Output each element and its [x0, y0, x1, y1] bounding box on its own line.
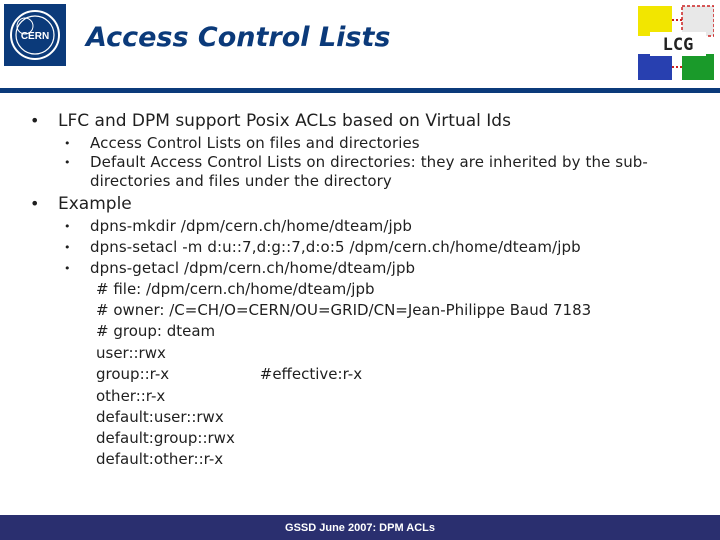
bullet-text: LFC and DPM support Posix ACLs based on Virtual Ids — [58, 111, 511, 131]
sub-bullet-text: Default Access Control Lists on directories: they are inherited by the sub- — [90, 153, 648, 171]
acl-output-line: # group: dteam — [96, 322, 216, 340]
acl-output-line: # owner: /C=CH/O=CERN/OU=GRID/CN=Jean-Philippe Baud 7183 — [96, 301, 592, 319]
acl-output-line: # file: /dpm/cern.ch/home/dteam/jpb — [96, 280, 375, 298]
footer-bar — [0, 515, 720, 540]
sub-bullet-text: dpns-setacl -m d:u::7,d:g::7,d:o:5 /dpm/cern.ch/home/dteam/jpb — [90, 238, 581, 256]
sub-bullet-dot-icon: • — [64, 262, 71, 275]
cern-logo — [4, 4, 66, 66]
lcg-logo — [638, 4, 714, 80]
sub-bullet-text: directories and files under the directory — [90, 172, 392, 190]
bullet-text: Example — [58, 194, 132, 214]
title-divider — [0, 88, 720, 93]
lcg-logo-text: LCG — [662, 35, 694, 55]
sub-bullet-dot-icon: • — [64, 241, 71, 254]
cern-logo-text: CERN — [20, 31, 50, 42]
acl-output-line: default:user::rwx — [96, 408, 224, 426]
acl-output-line: group::r-x #effective:r-x — [96, 365, 363, 383]
sub-bullet-dot-icon: • — [64, 156, 71, 169]
bullet-dot-icon: • — [30, 194, 40, 213]
acl-output-line: user::rwx — [96, 344, 166, 362]
footer-text: GSSD June 2007: DPM ACLs — [285, 522, 435, 534]
slide-title: Access Control Lists — [86, 22, 391, 53]
sub-bullet-dot-icon: • — [64, 220, 71, 233]
acl-output-line: other::r-x — [96, 387, 166, 405]
acl-output-line: default:group::rwx — [96, 429, 235, 447]
sub-bullet-text: dpns-mkdir /dpm/cern.ch/home/dteam/jpb — [90, 217, 413, 235]
sub-bullet-dot-icon: • — [64, 137, 71, 150]
acl-output-line: default:other::r-x — [96, 450, 224, 468]
bullet-dot-icon: • — [30, 111, 40, 130]
sub-bullet-text: dpns-getacl /dpm/cern.ch/home/dteam/jpb — [90, 259, 416, 277]
sub-bullet-text: Access Control Lists on files and directories — [90, 134, 420, 152]
